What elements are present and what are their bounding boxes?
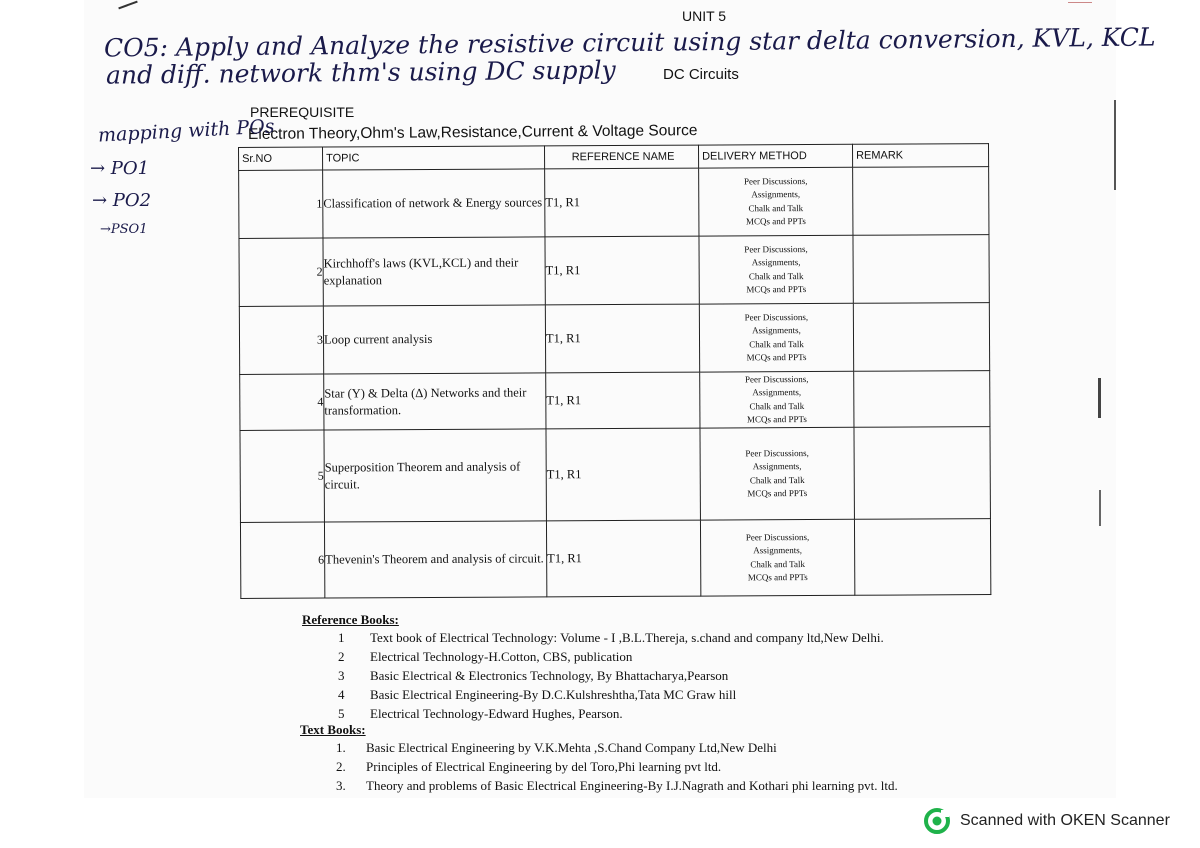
list-item	[302, 685, 884, 704]
method-line: MCQs and PPTs	[747, 572, 808, 583]
text-books-title: Text Books:	[300, 722, 366, 737]
method-line: Assignments,	[752, 461, 802, 472]
scan-edge-mark	[1114, 100, 1116, 190]
item-number: 3	[338, 667, 345, 683]
header-topic: TOPIC	[323, 146, 545, 170]
method-line: Assignments,	[751, 189, 801, 200]
prerequisite-title: PREREQUISITE	[250, 104, 355, 120]
list-item	[302, 704, 884, 723]
table-row	[239, 235, 989, 307]
method-line: Peer Discussions,	[743, 175, 808, 186]
reference-books-title: Reference Books:	[302, 612, 399, 627]
header-srno: Sr.NO	[239, 147, 323, 170]
handwritten-po3: →PSO1	[100, 222, 148, 237]
method-line: Chalk and Talk	[748, 270, 804, 281]
cell-srno: 1	[239, 170, 323, 238]
item-number: 4	[338, 686, 345, 702]
cell-reference: T1, R1	[546, 520, 700, 597]
method-line: Peer Discussions,	[745, 531, 810, 542]
method-line: Chalk and Talk	[749, 338, 804, 349]
oken-scanner-logo-icon	[924, 808, 950, 834]
method-line: Peer Discussions,	[745, 447, 809, 458]
handwritten-mapping: mapping with POs	[97, 115, 276, 147]
cell-delivery-method	[700, 371, 854, 428]
list-item	[302, 647, 884, 666]
reference-books-section	[302, 612, 884, 723]
table-row	[240, 427, 990, 523]
item-text: Basic Electrical & Electronics Technology, By Bhattacharya,Pearson	[370, 667, 729, 683]
list-item	[300, 757, 898, 776]
method-line: Peer Discussions,	[744, 311, 809, 322]
subject-title: DC Circuits	[663, 66, 739, 83]
method-line: Assignments,	[751, 257, 801, 268]
cell-delivery-method	[699, 167, 853, 236]
item-text: Basic Electrical Engineering by V.K.Mehta ,S.Chand Company Ltd,New Delhi	[366, 739, 777, 755]
item-number: 2	[338, 648, 345, 664]
text-books-section	[300, 722, 898, 795]
cell-reference: T1, R1	[545, 236, 699, 305]
method-line: Chalk and Talk	[748, 202, 804, 213]
item-text: Theory and problems of Basic Electrical Engineering-By I.J.Nagrath and Kothari phi learning pvt. ltd.	[366, 777, 898, 793]
method-line: MCQs and PPTs	[747, 488, 808, 499]
header-reference: REFERENCE NAME	[544, 145, 698, 169]
handwritten-co-line-2: and diff. network thm's using DC supply	[105, 55, 616, 90]
item-text: Text book of Electrical Technology: Volume - I ,B.L.Thereja, s.chand and company ltd,New Delhi.	[370, 629, 884, 645]
method-line: Chalk and Talk	[750, 558, 806, 569]
cell-delivery-method	[699, 235, 853, 304]
cell-topic: Kirchhoff's laws (KVL,KCL) and their explanation	[323, 237, 545, 306]
method-line: Chalk and Talk	[749, 400, 805, 411]
cell-topic: Star (Y) & Delta (Δ) Networks and their transformation.	[324, 373, 546, 430]
method-line: Assignments,	[752, 387, 802, 398]
cell-srno: 6	[240, 522, 324, 598]
prerequisite-text: Electron Theory,Ohm's Law,Resistance,Current & Voltage Source	[247, 122, 698, 143]
handwritten-po1: → PO1	[90, 158, 150, 179]
handwritten-po2: → PO2	[92, 190, 152, 211]
cell-reference: T1, R1	[546, 372, 700, 429]
cell-remark	[854, 427, 990, 520]
item-number: 1	[338, 629, 345, 645]
method-line: Assignments,	[752, 325, 801, 336]
scanner-label: Scanned with OKEN Scanner	[960, 812, 1170, 829]
item-text: Electrical Technology-H.Cotton, CBS, publication	[370, 648, 633, 664]
table-row	[239, 167, 989, 239]
cell-topic: Classification of network & Energy sources	[323, 169, 545, 238]
list-item	[300, 738, 898, 757]
item-number: 1.	[336, 739, 346, 755]
method-line: Peer Discussions,	[744, 243, 808, 254]
method-line: Assignments,	[753, 545, 803, 556]
item-text: Electrical Technology-Edward Hughes, Pearson.	[370, 705, 623, 721]
cell-remark	[854, 519, 990, 596]
cell-remark	[854, 371, 990, 428]
cell-delivery-method	[699, 303, 853, 372]
method-line: MCQs and PPTs	[745, 216, 806, 227]
scan-edge-mark	[1099, 490, 1101, 526]
item-number: 5	[338, 705, 345, 721]
cell-reference: T1, R1	[545, 168, 699, 237]
item-number: 3.	[336, 777, 346, 793]
method-line: MCQs and PPTs	[746, 414, 807, 425]
method-line: Peer Discussions,	[744, 373, 809, 384]
list-item	[302, 666, 884, 685]
list-item	[300, 776, 898, 795]
cell-reference: T1, R1	[545, 304, 699, 373]
cell-remark	[853, 303, 989, 372]
cell-reference: T1, R1	[546, 428, 700, 521]
item-number: 2.	[336, 758, 346, 774]
pen-mark	[1068, 2, 1092, 3]
topics-table	[238, 143, 991, 599]
method-line: MCQs and PPTs	[746, 352, 807, 363]
cell-srno: 5	[240, 430, 324, 522]
header-delivery-method: DELIVERY METHOD	[698, 144, 852, 168]
cell-topic: Superposition Theorem and analysis of circuit.	[324, 429, 546, 522]
cell-delivery-method	[700, 427, 854, 520]
cell-delivery-method	[700, 519, 854, 596]
list-item	[302, 628, 884, 647]
handwritten-co-line-1: CO5: Apply and Analyze the resistive circuit using star delta conversion, KVL, KCL	[103, 22, 1156, 63]
method-line: Chalk and Talk	[749, 474, 805, 485]
table-row	[240, 519, 990, 599]
cell-topic: Loop current analysis	[323, 305, 545, 374]
table-row	[239, 303, 989, 375]
table-row	[240, 371, 990, 431]
cell-remark	[853, 167, 989, 236]
scanner-watermark	[924, 808, 1170, 834]
cell-srno: 3	[239, 306, 323, 374]
cell-srno: 2	[239, 238, 323, 306]
cell-remark	[853, 235, 989, 304]
cell-srno: 4	[240, 374, 324, 430]
scan-edge-mark	[1098, 378, 1101, 418]
method-line: MCQs and PPTs	[746, 284, 807, 295]
cell-topic: Thevenin's Theorem and analysis of circuit.	[324, 521, 546, 598]
item-text: Principles of Electrical Engineering by del Toro,Phi learning pvt ltd.	[366, 758, 722, 774]
unit-label: UNIT 5	[682, 8, 727, 24]
header-remark: REMARK	[852, 144, 988, 168]
item-text: Basic Electrical Engineering-By D.C.Kulshreshtha,Tata MC Graw hill	[370, 686, 737, 702]
